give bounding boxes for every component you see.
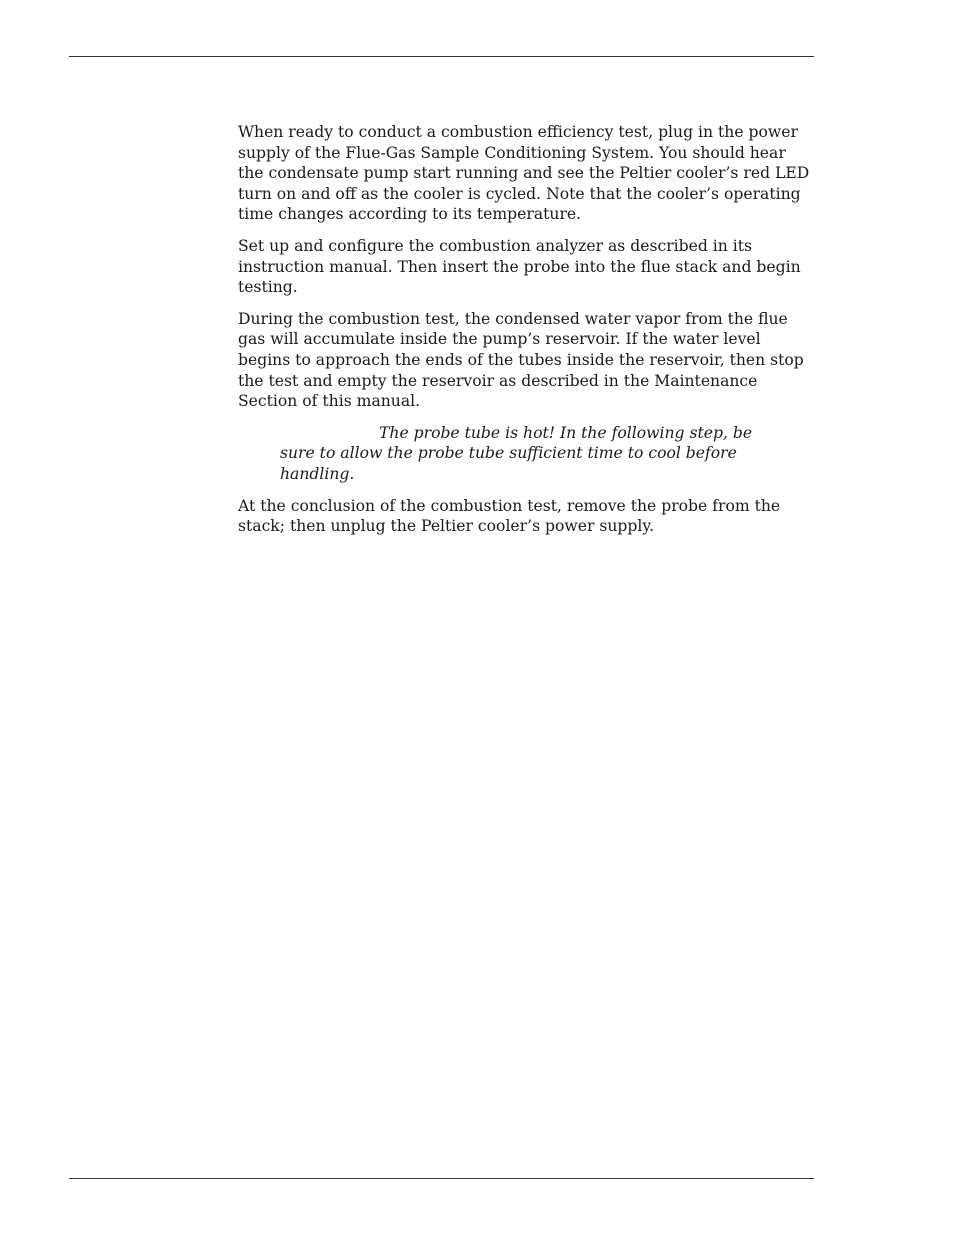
paragraph-setup-analyzer: Set up and configure the combustion analyzer as described in its instruction manual. Then insert the probe into the flue stack and begin testing.	[238, 236, 801, 297]
paragraph-power-supply: When ready to conduct a combustion efficiency test, plug in the power supply of the Flue-Gas Sample Conditioning System. You should hear the condensate pump start running and see the Peltier cooler’s red LED turn on and off as the cooler is cycled. Note that the cooler’s operating time changes according to its temperature.	[238, 123, 810, 224]
header-rule	[69, 56, 814, 57]
warning-hot-probe: The probe tube is hot! In the following step, be sure to allow the probe tube sufficient time to cool before handling.	[280, 423, 753, 483]
page-body	[238, 122, 814, 548]
paragraph-conclusion: At the conclusion of the combustion test, remove the probe from the stack; then unplug the Peltier cooler’s power supply.	[238, 496, 781, 536]
paragraph-condensed-water: During the combustion test, the condensed water vapor from the flue gas will accumulate inside the pump’s reservoir. If the water level begins to approach the ends of the tubes inside the reservoir, then stop the test and empty the reservoir as described in the Maintenance Section of this manual.	[238, 309, 804, 411]
footer-rule	[69, 1178, 814, 1179]
